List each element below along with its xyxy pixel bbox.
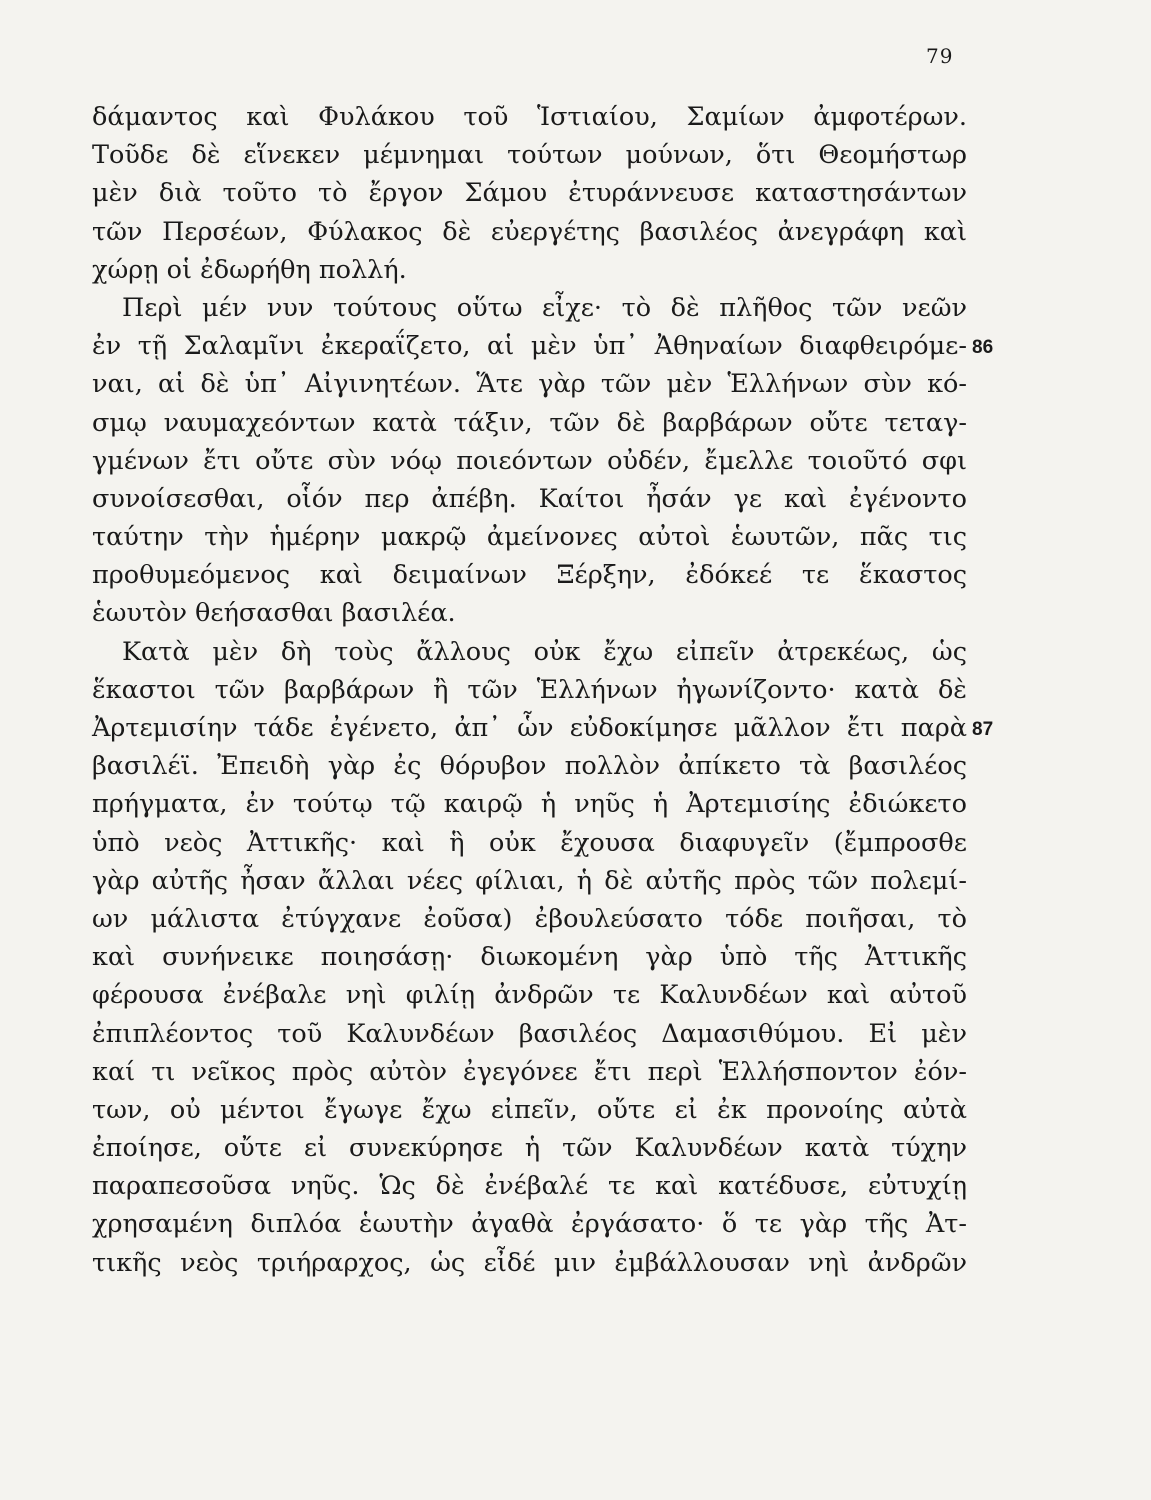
text-line: προθυμεόμενος καὶ δειμαίνων Ξέρξην, ἐδόκεέ τε ἕκαστος [92, 560, 967, 591]
chapter-margin-number: 87 [972, 719, 994, 741]
text-line: Περὶ μέν νυν τούτους οὕτω εἶχε· τὸ δὲ πλῆθος τῶν νεῶν [122, 292, 967, 323]
text-line: γὰρ αὐτῆς ἦσαν ἄλλαι νέες φίλιαι, ἡ δὲ αὐτῆς πρὸς τῶν πολεμί- [92, 865, 967, 896]
text-line: ων μάλιστα ἐτύγχανε ἐοῦσα) ἐβουλεύσατο τόδε ποιῆσαι, τὸ [92, 903, 967, 934]
text-line: καί τι νεῖκος πρὸς αὐτὸν ἐγεγόνεε ἔτι περὶ Ἑλλήσποντον ἐόν- [92, 1056, 967, 1087]
text-line: τικῆς νεὸς τριήραρχος, ὡς εἶδέ μιν ἐμβάλλουσαν νηὶ ἀνδρῶν [92, 1247, 967, 1278]
text-line: δάμαντος καὶ Φυλάκου τοῦ Ἱστιαίου, Σαμίων ἀμφοτέρων. [92, 102, 967, 132]
text-line: ὑπὸ νεὸς Ἀττικῆς· καὶ ἣ οὐκ ἔχουσα διαφυγεῖν (ἔμπροσθε [92, 827, 967, 858]
page-number: 79 [926, 44, 954, 68]
text-line: Τοῦδε δὲ εἵνεκεν μέμνημαι τούτων μούνων, ὅτι Θεομήστωρ [92, 140, 967, 171]
text-line: σμῳ ναυμαχεόντων κατὰ τάξιν, τῶν δὲ βαρβάρων οὔτε τεταγ- [92, 407, 967, 438]
text-line: χρησαμένη διπλόα ἑωυτὴν ἀγαθὰ ἐργάσατο· ὅ τε γὰρ τῆς Ἀτ- [92, 1209, 967, 1240]
text-line: φέρουσα ἐνέβαλε νηὶ φιλίῃ ἀνδρῶν τε Καλυνδέων καὶ αὐτοῦ [92, 980, 967, 1011]
text-line: πρήγματα, ἐν τούτῳ τῷ καιρῷ ἡ νηῦς ἡ Ἀρτεμισίης ἐδιώκετο [92, 789, 967, 820]
text-line: παραπεσοῦσα νηῦς. Ὡς δὲ ἐνέβαλέ τε καὶ κατέδυσε, εὐτυχίῃ [92, 1171, 967, 1202]
text-line: ἐπιπλέοντος τοῦ Καλυνδέων βασιλέος Δαμασιθύμου. Εἰ μὲν [92, 1018, 967, 1049]
chapter-margin-number: 86 [972, 337, 994, 359]
text-line: γμένων ἔτι οὔτε σὺν νόῳ ποιεόντων οὐδέν, ἔμελλε τοιοῦτό σφι [92, 445, 967, 476]
text-line: Ἀρτεμισίην τάδε ἐγένετο, ἀπ᾽ ὧν εὐδοκίμησε μᾶλλον ἔτι παρὰ [92, 713, 967, 743]
text-line: των, οὐ μέντοι ἔγωγε ἔχω εἰπεῖν, οὔτε εἰ ἐκ προνοίης αὐτὰ [92, 1094, 967, 1125]
text-body [92, 98, 994, 1282]
text-line: ταύτην τὴν ἡμέρην μακρῷ ἀμείνονες αὐτοὶ ἑωυτῶν, πᾶς τις [92, 522, 967, 553]
text-line: ἑωυτὸν θεήσασθαι βασιλέα. [92, 598, 456, 629]
text-line: βασιλέϊ. Ἐπειδὴ γὰρ ἐς θόρυβον πολλὸν ἀπίκετο τὰ βασιλέος [92, 751, 967, 782]
text-line: καὶ συνήνεικε ποιησάσῃ· διωκομένη γὰρ ὑπὸ τῆς Ἀττικῆς [92, 942, 967, 973]
text-line: ἕκαστοι τῶν βαρβάρων ἢ τῶν Ἑλλήνων ἠγωνίζοντο· κατὰ δὲ [92, 674, 967, 705]
text-line: μὲν διὰ τοῦτο τὸ ἔργον Σάμου ἐτυράννευσε καταστησάντων [92, 178, 967, 209]
text-line: τῶν Περσέων, Φύλακος δὲ εὐεργέτης βασιλέος ἀνεγράφη καὶ [92, 216, 967, 247]
text-line: χώρῃ οἱ ἐδωρήθη πολλή. [92, 254, 407, 285]
text-line: ἐν τῇ Σαλαμῖνι ἐκεραΐζετο, αἱ μὲν ὑπ᾽ Ἀθηναίων διαφθειρόμε- [92, 331, 967, 362]
text-line: ναι, αἱ δὲ ὑπ᾽ Αἰγινητέων. Ἅτε γὰρ τῶν μὲν Ἑλλήνων σὺν κό- [92, 369, 967, 400]
text-line: Κατὰ μὲν δὴ τοὺς ἄλλους οὐκ ἔχω εἰπεῖν ἀτρεκέως, ὡς [122, 636, 967, 667]
text-line: συνοίσεσθαι, οἷόν περ ἀπέβη. Καίτοι ἦσάν γε καὶ ἐγένοντο [92, 483, 967, 514]
text-line: ἐποίησε, οὔτε εἰ συνεκύρησε ἡ τῶν Καλυνδέων κατὰ τύχην [92, 1133, 967, 1164]
